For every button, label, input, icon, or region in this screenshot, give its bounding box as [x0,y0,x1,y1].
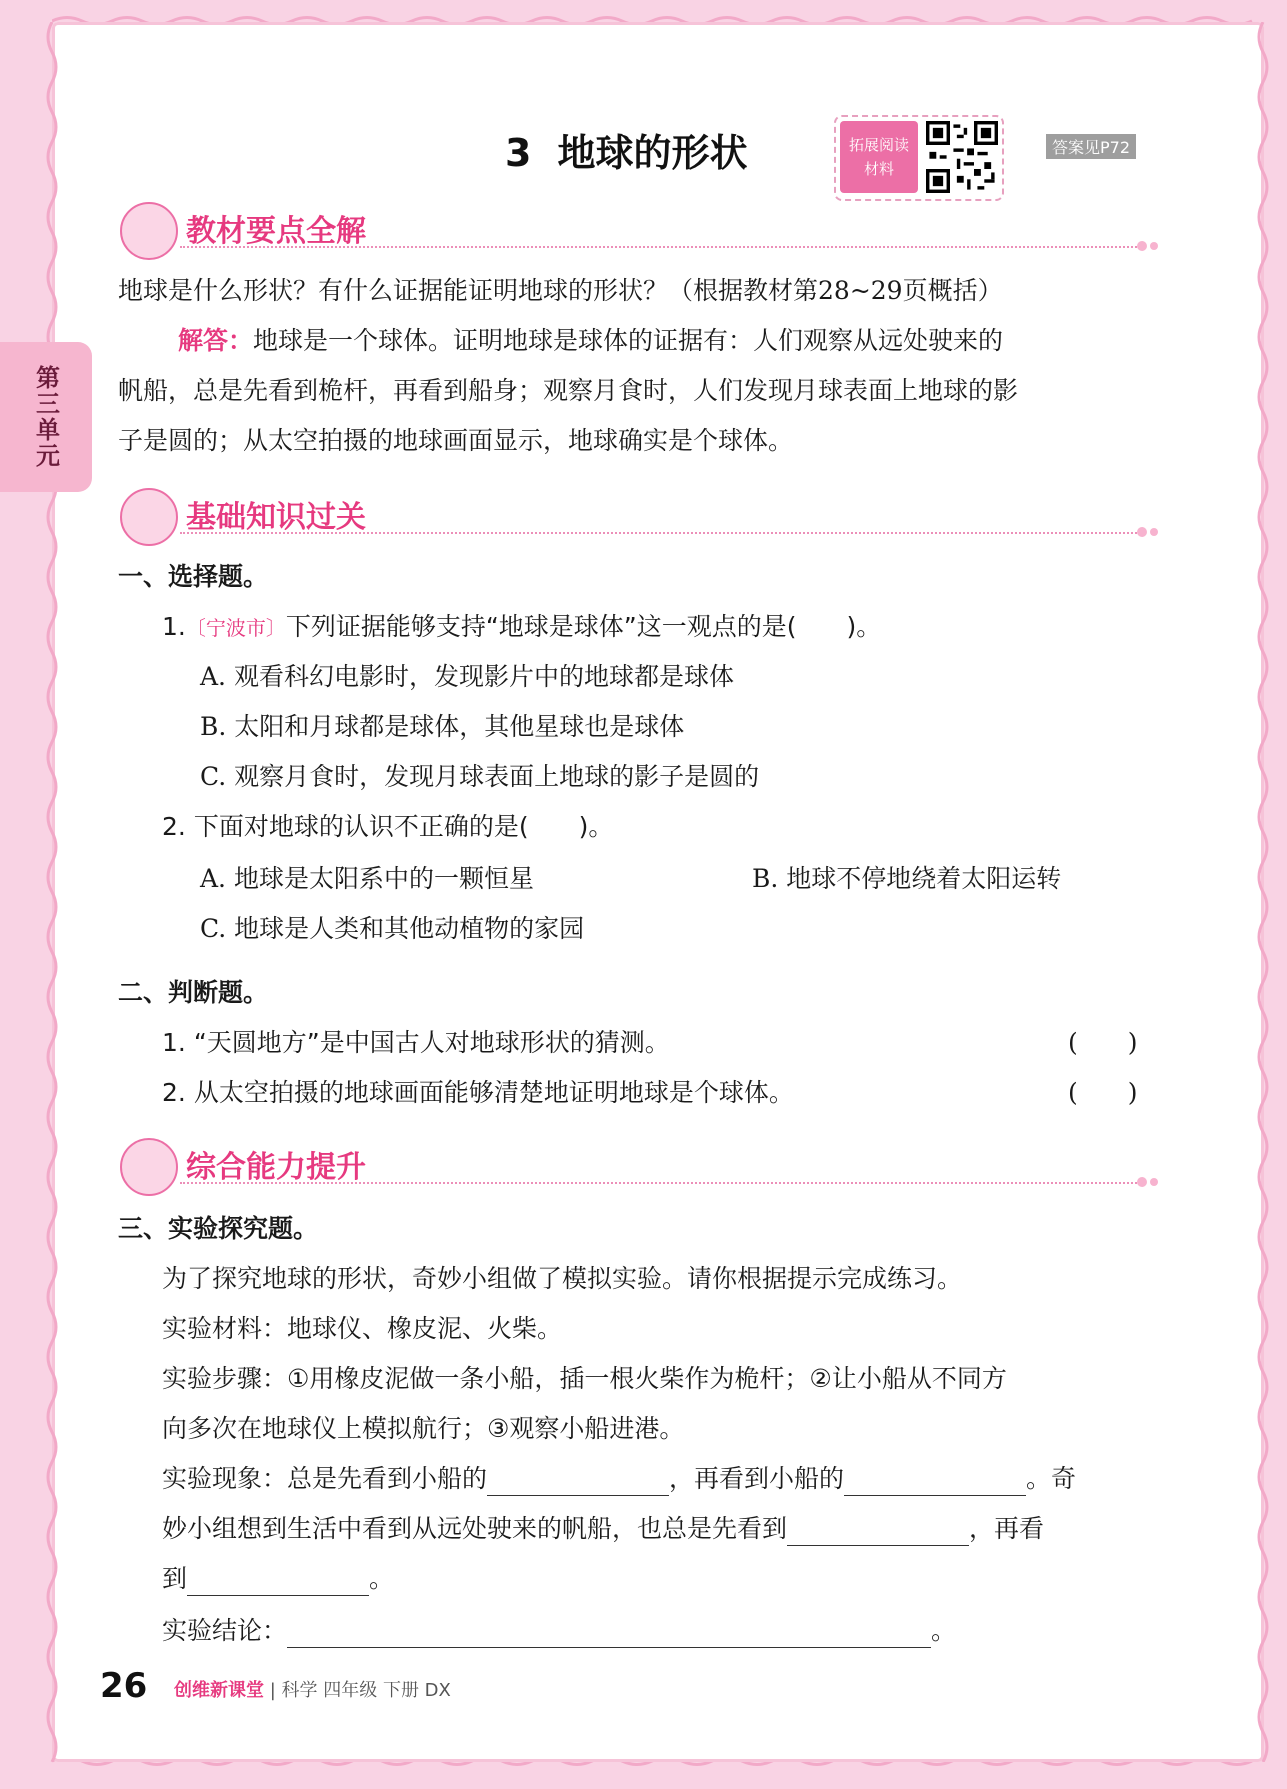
q2-option-c[interactable]: C. 地球是人类和其他动植物的家园 [200,914,585,943]
mascot-icon [120,1138,178,1196]
experiment-phenomenon-line-2: 妙小组想到生活中看到从远处驶来的帆船，也总是先看到 ，再看 [162,1512,1044,1546]
dots-icon [1136,1174,1160,1190]
footer-info: 创维新课堂 | 科学 四年级 下册 DX [174,1680,451,1701]
section-divider [180,246,1140,248]
answer-blank[interactable] [287,1621,931,1648]
q2-option-a[interactable]: A. 地球是太阳系中的一颗恒星 [200,864,534,893]
extended-reading-label: 拓展阅读 材料 [840,121,918,193]
unit-tab-label: 第三单元 [31,365,60,469]
experiment-materials: 实验材料：地球仪、橡皮泥、火柴。 [162,1314,563,1343]
part2-heading: 二、判断题。 [118,978,269,1007]
key-answer-line-3: 子是圆的；从太空拍摄的地球画面显示，地球确实是个球体。 [118,426,794,455]
page-title [505,122,747,177]
experiment-conclusion: 实验结论： 。 [162,1614,956,1648]
key-question: 地球是什么形状？有什么证据能证明地球的形状？（根据教材第28~29页概括） [118,276,1003,305]
section-title: 教材要点全解 [186,214,366,249]
lesson-number: 3 [505,131,532,175]
part3-heading: 三、实验探究题。 [118,1214,319,1243]
qr-code-icon[interactable] [926,121,998,193]
answer-blank[interactable] [187,1569,369,1596]
part1-question-1: 1.〔宁波市〕下列证据能够支持“地球是球体”这一观点的是( )。 [162,612,882,641]
section-divider [180,532,1140,534]
unit-tab [0,342,92,492]
experiment-intro: 为了探究地球的形状，奇妙小组做了模拟实验。请你根据提示完成练习。 [162,1264,963,1293]
extended-reading-box[interactable] [834,115,1004,201]
judge-answer-bracket-1[interactable]: ( ) [1068,1028,1138,1057]
q1-option-b[interactable]: B. 太阳和月球都是球体，其他星球也是球体 [200,712,685,741]
answer-blank[interactable] [787,1519,969,1546]
page-number: 26 [100,1666,148,1706]
experiment-steps-line-1: 实验步骤：①用橡皮泥做一条小船，插一根火柴作为桅杆；②让小船从不同方 [162,1364,1007,1393]
q2-option-b[interactable]: B. 地球不停地绕着太阳运转 [752,864,1062,893]
brand-name: 创维新课堂 [174,1680,264,1701]
answer-blank[interactable] [487,1469,669,1496]
mascot-icon [120,202,178,260]
part2-question-1: 1. “天圆地方”是中国古人对地球形状的猜测。 [162,1028,670,1057]
experiment-steps-line-2: 向多次在地球仪上模拟航行；③观察小船进港。 [162,1414,685,1443]
key-answer-line-1: 解答：地球是一个球体。证明地球是球体的证据有：人们观察从远处驶来的 [178,326,1004,355]
part1-question-2: 2. 下面对地球的认识不正确的是( )。 [162,812,614,841]
dots-icon [1136,238,1160,254]
question-source-tag: 〔宁波市〕 [185,616,286,640]
section-title: 综合能力提升 [186,1150,366,1185]
key-answer-line-2: 帆船，总是先看到桅杆，再看到船身；观察月食时，人们发现月球表面上地球的影 [118,376,1019,405]
experiment-phenomenon-line-3: 到 。 [162,1562,394,1596]
q1-option-a[interactable]: A. 观看科幻电影时，发现影片中的地球都是球体 [200,662,734,691]
mascot-icon [120,488,178,546]
experiment-phenomenon-line-1: 实验现象：总是先看到小船的 ，再看到小船的 。奇 [162,1462,1076,1496]
section-divider [180,1182,1140,1184]
section-header-basics [116,486,1160,546]
answer-reference-badge: 答案见P72 [1046,134,1136,159]
page-border-right [1255,22,1271,1762]
part1-heading: 一、选择题。 [118,562,269,591]
lesson-title: 地球的形状 [557,131,748,175]
dots-icon [1136,524,1160,540]
answer-blank[interactable] [844,1469,1026,1496]
section-header-advanced [116,1136,1160,1196]
section-title: 基础知识过关 [186,500,366,535]
q1-option-c[interactable]: C. 观察月食时，发现月球表面上地球的影子是圆的 [200,762,760,791]
page-border-left [44,22,60,1762]
section-header-key-points [116,200,1160,260]
part2-question-2: 2. 从太空拍摄的地球画面能够清楚地证明地球是个球体。 [162,1078,794,1107]
judge-answer-bracket-2[interactable]: ( ) [1068,1078,1138,1107]
